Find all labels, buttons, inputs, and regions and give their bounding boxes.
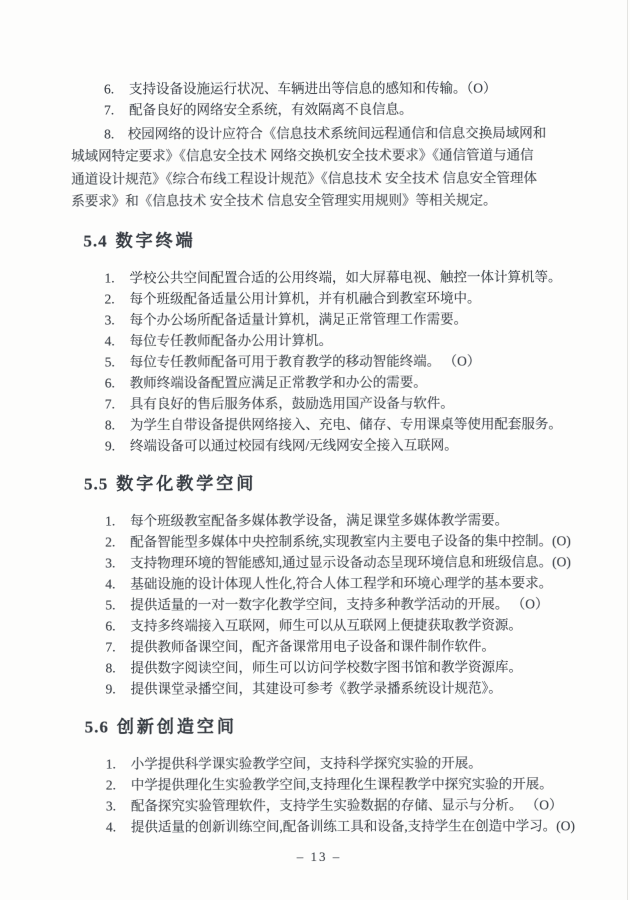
item-text: 教师终端设备配置应满足正常教学和办公的需要。 (129, 374, 427, 391)
item-number: 4. (105, 819, 117, 835)
section-title: 数字终端 (115, 230, 196, 251)
list-item (72, 593, 564, 615)
scan-edge-line (627, 0, 628, 900)
list-item (72, 350, 564, 372)
section-heading-5-5 (84, 471, 564, 496)
item-number: 5. (104, 354, 115, 370)
item-text: 每个班级教室配备多媒体教学设备，满足课堂多媒体教学需要。 (130, 512, 509, 529)
list-item (72, 413, 564, 435)
list-item (72, 308, 564, 330)
list-item (72, 392, 564, 414)
item-text: 配备良好的网络安全系统，有效隔离不良信息。 (129, 101, 413, 118)
item-text: 每位专任教师配备办公用计算机。 (129, 332, 333, 349)
list-item (73, 677, 565, 699)
item-text: 小学提供科学课实验教学空间，支持科学探究实验的开展。 (130, 755, 482, 772)
list-item (72, 287, 564, 309)
list-item (72, 329, 564, 351)
list-item (71, 77, 563, 99)
section-heading-5-6 (85, 714, 565, 739)
item-text: 终端设备可以通过校园有线网/无线网安全接入互联网。 (129, 437, 458, 454)
list-item (71, 266, 563, 288)
item-text: 为学生自带设备提供网络接入、充电、储存、专用课桌等使用配套服务。 (129, 415, 562, 433)
item-text: 提供数字阅读空间，师生可以访问学校数字图书馆和教学资源库。 (130, 659, 523, 676)
list-item (72, 635, 564, 657)
item-number: 2. (104, 291, 115, 307)
item-text: 每个办公场所配备适量计算机，满足正常管理工作需要。 (129, 311, 468, 328)
item-number: 6. (104, 375, 115, 391)
item-text: 学校公共空间配置合适的公用终端，如大屏幕电视、触控一体计算机等。 (129, 268, 562, 286)
item-text: 每位专任教师配备可用于教育教学的移动智能终端。 （O） (129, 353, 481, 370)
item-text: 每个班级配备适量公用计算机，并有机融合到教室环境中。 (129, 290, 481, 307)
item-text: 支持物理环境的智能感知,通过显示设备动态呈现环境信息和班级信息。(O) (130, 553, 571, 571)
list-item (72, 509, 564, 531)
section-number: 5.4 (83, 231, 108, 251)
item-number: 3. (105, 798, 117, 814)
item-number: 1. (105, 513, 116, 529)
list-item (72, 371, 564, 393)
section-number: 5.5 (84, 474, 109, 494)
item-text: 中学提供理化生实验教学空间,支持理化生课程教学中探究实验的开展。 (130, 776, 553, 793)
list-item (73, 773, 565, 795)
page-number: – 13 – (296, 848, 342, 864)
item-number: 9. (104, 438, 116, 454)
item-number: 7. (105, 639, 116, 655)
list-item (72, 572, 564, 594)
item-number: 6. (105, 618, 116, 634)
section-title: 数字化教学空间 (116, 473, 257, 494)
item-number: 2. (105, 777, 116, 793)
section-number: 5.6 (84, 717, 109, 737)
item-number: 4. (104, 333, 115, 349)
item-number: 8. (104, 417, 116, 433)
item-number: 2. (105, 534, 116, 550)
list-item (72, 551, 571, 573)
item-text: 配备探究实验管理软件，支持学生实验数据的存储、显示与分析。 （O） (130, 796, 563, 814)
item-text: 具有良好的售后服务体系，鼓励选用国产设备与软件。 (129, 395, 454, 412)
list-item (72, 530, 571, 552)
item-number: 3. (105, 555, 116, 571)
item-text: 基础设施的设计体现人性化,符合人体工程学和环境心理学的基本要求。 (130, 575, 553, 592)
section-heading-5-4 (83, 228, 563, 253)
item-text: 支持设备设施运行状况、车辆进出等信息的感知和传输。（O） (128, 80, 497, 97)
list-item (73, 752, 565, 774)
document-page (71, 77, 575, 865)
item-number: 8. (105, 660, 116, 676)
item-text: 提供适量的一对一数字化教学空间，支持多种教学活动的开展。 （O） (130, 596, 549, 613)
item-number: 1. (105, 756, 116, 772)
list-item (72, 614, 564, 636)
item-number: 6. (103, 81, 115, 97)
item-number: 9. (105, 681, 116, 697)
list-item (71, 98, 563, 120)
item-text: 配备智能型多媒体中央控制系统,实现教室内主要电子设备的集中控制。(O) (130, 532, 571, 550)
item-text: 提供适量的创新训练空间,配备训练工具和设备,支持学生在创造中学习。(O) (130, 817, 575, 835)
paragraph-item: 8. 校园网络的设计应符合《信息技术系统间远程通信和信息交换局域网和 城域网特定要求》《信息安全技术 网络交换机安全技术要求》《通信管道与通信 通道设计规范》《综合布线工程设计规范》《信息技术 安全技术 信息安全管理体 系要求》和《信息技术 安全技术 信息安全管理实用规则》等相关规定。 (71, 125, 547, 209)
list-item (72, 434, 564, 456)
item-number: 1. (104, 270, 115, 286)
list-item (72, 656, 564, 678)
item-number: 7. (104, 396, 115, 412)
item-number: 3. (104, 312, 115, 328)
item-number: 5. (105, 597, 116, 613)
item-text: 提供教师备课空间，配齐备课常用电子设备和课件制作软件。 (130, 638, 495, 655)
item-text: 支持多终端接入互联网，师生可以从互联网上便捷获取教学资源。 (130, 617, 522, 634)
item-number: 4. (105, 576, 116, 592)
section-title: 创新创造空间 (116, 716, 237, 737)
list-item (73, 815, 575, 837)
item-text: 提供课堂录播空间，其建设可参考《教学录播系统设计规范》。 (130, 680, 502, 697)
list-item (73, 794, 565, 816)
item-number: 7. (104, 102, 115, 118)
